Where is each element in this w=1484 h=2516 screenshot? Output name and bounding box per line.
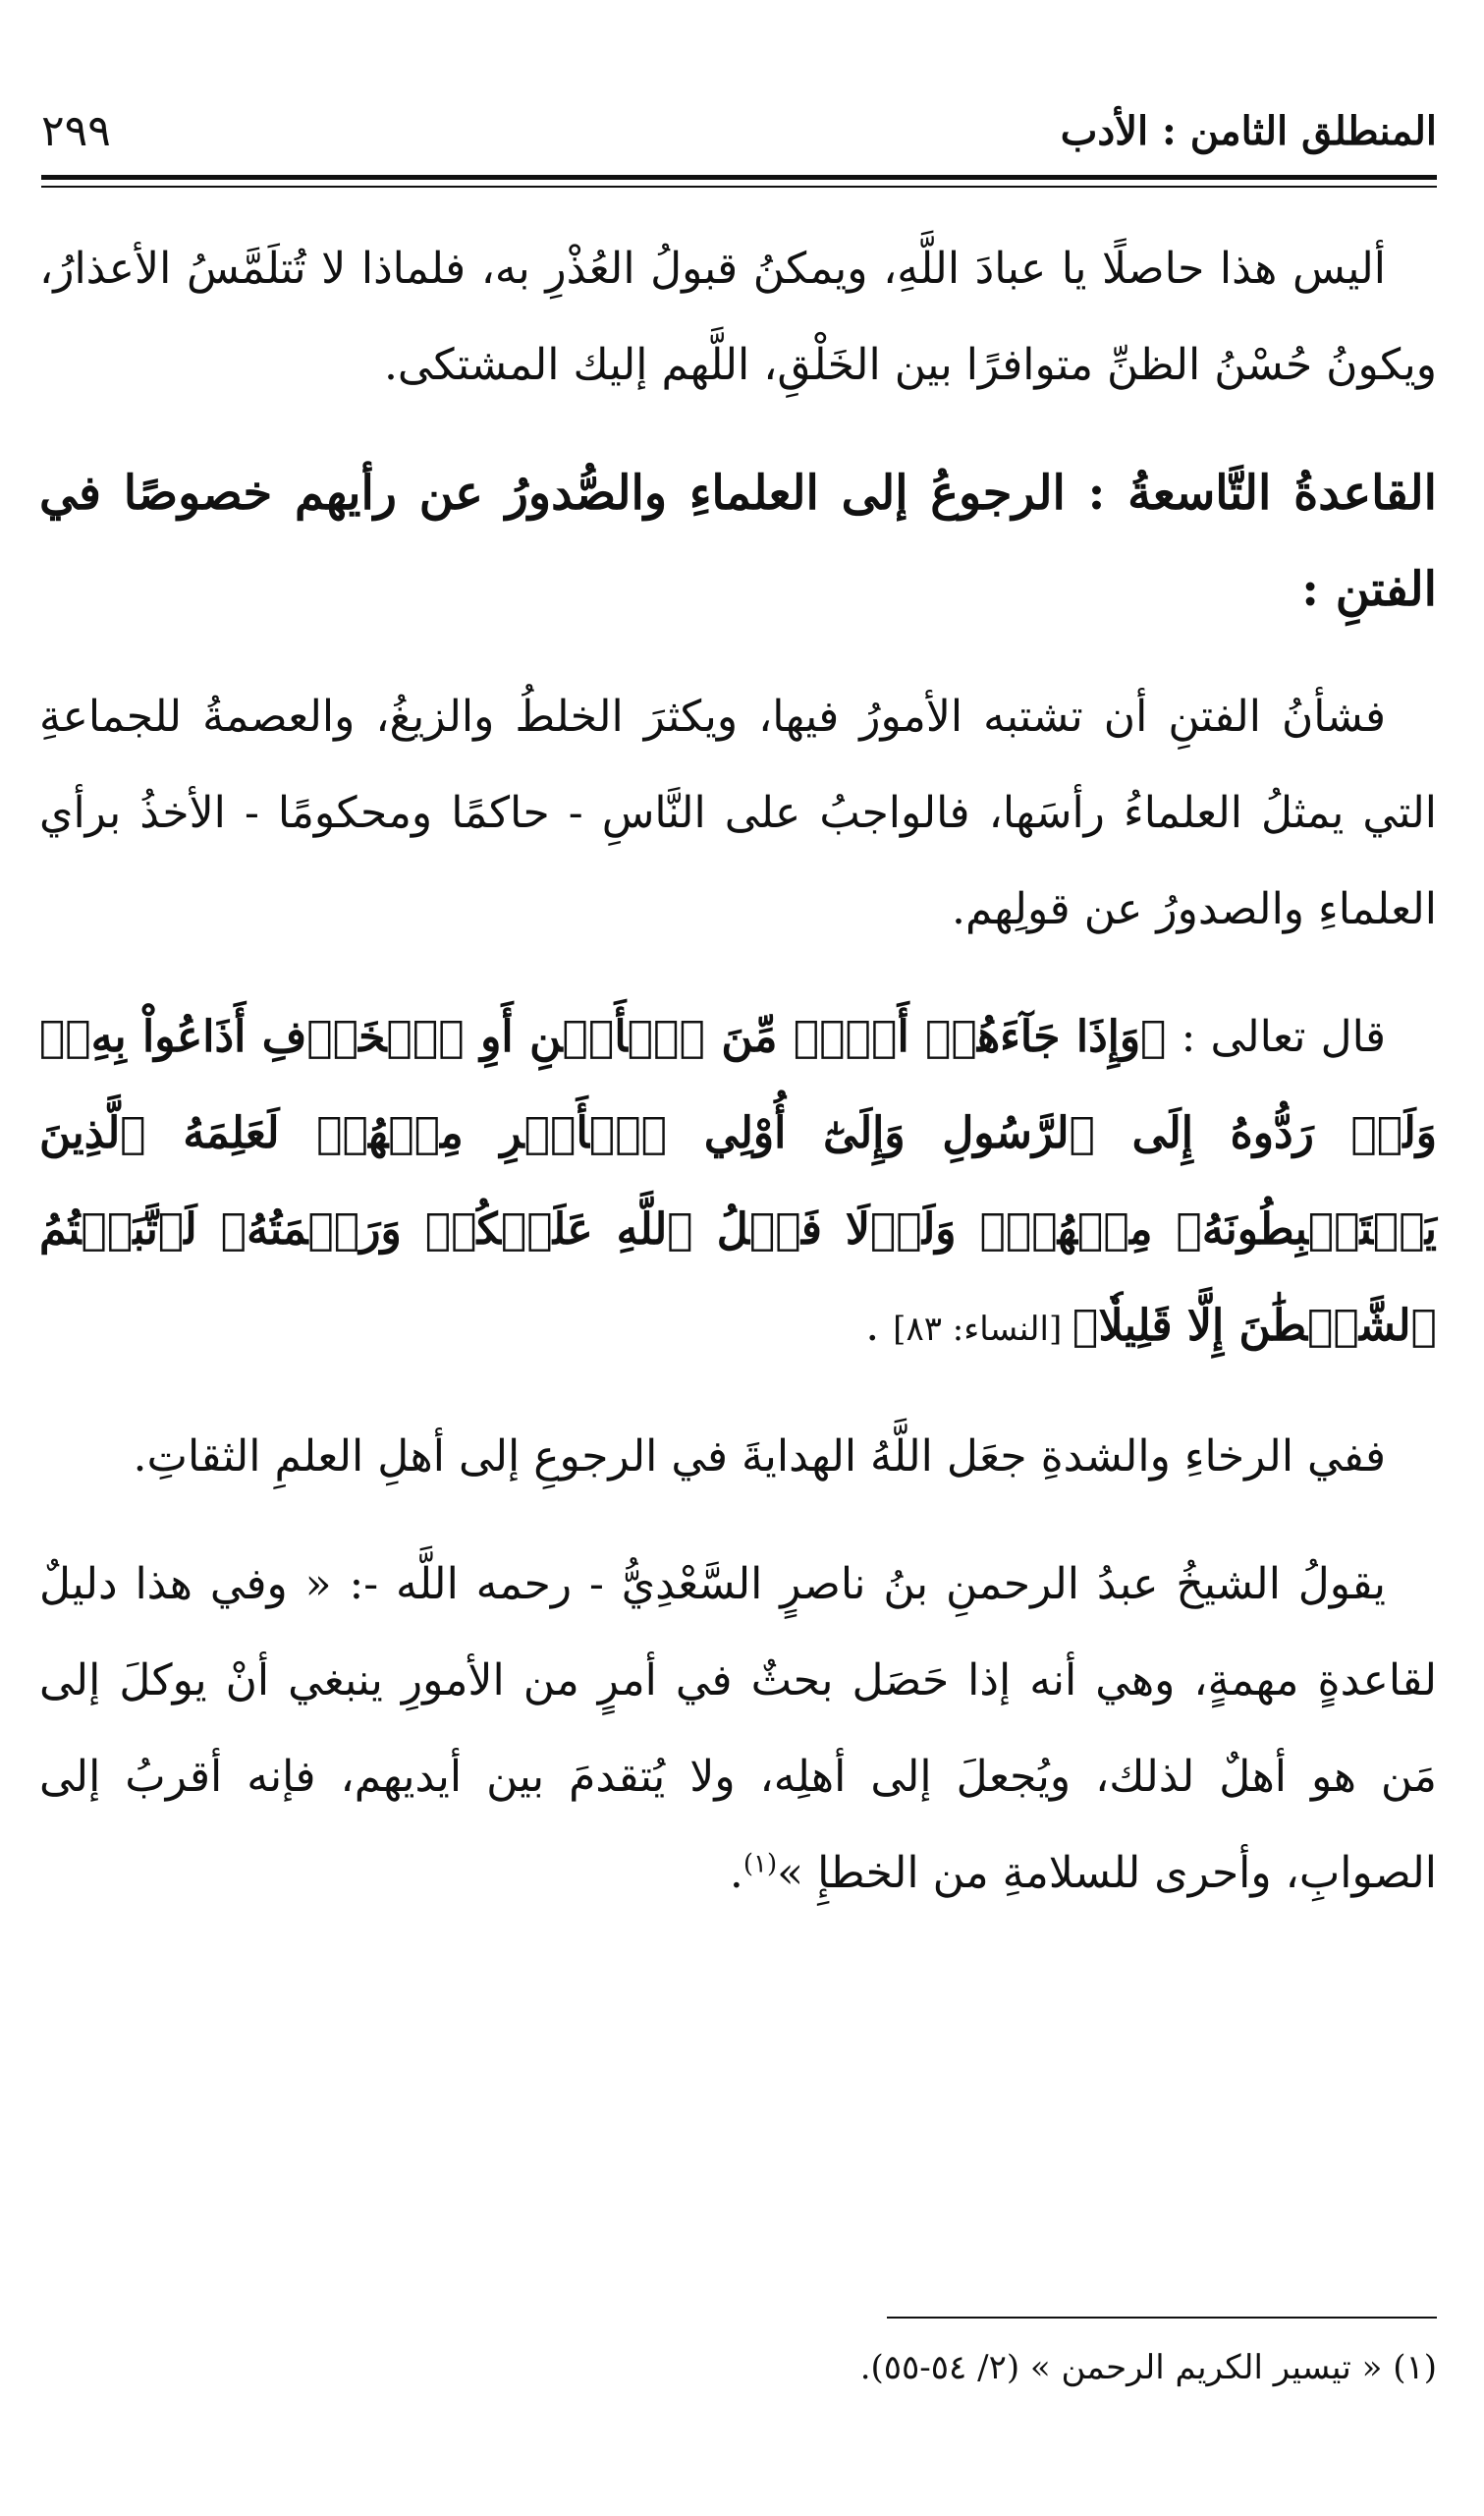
- section-heading: القاعدةُ التَّاسعةُ : الرجوعُ إلى العلماءِ والصُّدورُ عن رأيهم خصوصًا في الفتنِ :: [39, 466, 1437, 617]
- paragraph-5-text: يقولُ الشيخُ عبدُ الرحمنِ بنُ ناصرٍ السَّعْدِيُّ - رحمه اللَّه -: « وفي هذا دليلٌ لقاعدةٍ مهمةٍ، وهي أنه إذا حَصَل بحثٌ في أمرٍ من الأمورِ ينبغي أنْ يوكلَ إلى مَن هو أهلٌ لذلك، ويُجعلَ إلى أهلِه، ولا يُتقدمَ بين أيديهم، فإنه أقربُ إلى الصوابِ، وأحرى للسلامةِ من الخطإِ »: [39, 1559, 1437, 1898]
- quote-intro: قال تعالى :: [1166, 1012, 1387, 1062]
- running-header: [41, 96, 1437, 165]
- running-title: المنطلق الثامن : الأدب: [1060, 107, 1437, 154]
- paragraph-3: [39, 989, 1437, 1377]
- quran-verse: ﴿وَإِذَا جَآءَهُمۡ أَمۡرٞ مِّنَ ٱلۡأَمۡنِ أَوِ ٱلۡخَوۡفِ أَذَاعُواْ بِهِۦۖ وَلَوۡ رَدُّوهُ إِلَى ٱلرَّسُولِ وَإِلَىٰٓ أُوْلِي ٱلۡأَمۡرِ مِنۡهُمۡ لَعَلِمَهُ ٱلَّذِينَ يَسۡتَنۢبِطُونَهُۥ مِنۡهُمۡۗ وَلَوۡلَا فَضۡلُ ٱللَّهِ عَلَيۡكُمۡ وَرَحۡمَتُهُۥ لَٱتَّبَعۡتُمُ ٱلشَّيۡطَٰنَ إِلَّا قَلِيلٗا﴾: [39, 1012, 1437, 1351]
- footnote-1: (١) « تيسير الكريم الرحمن » (٢/ ٥٤-٥٥).: [859, 2348, 1437, 2387]
- verse-citation: [النساء: ٨٣]: [893, 1310, 1073, 1349]
- footnote-marker: (١): [742, 1849, 778, 1879]
- page-body: [39, 221, 1437, 1953]
- header-rule-thick: [41, 175, 1437, 180]
- paragraph-2: فشأنُ الفتنِ أن تشتبه الأمورُ فيها، ويكثرَ الخلطُ والزيغُ، والعصمةُ للجماعةِ التي يمثلُ العلماءُ رأسَها، فالواجبُ على النَّاسِ - حاكمًا ومحكومًا - الأخذُ برأي العلماءِ والصدورُ عن قولِهم.: [39, 692, 1438, 934]
- footnote-separator: [887, 2317, 1437, 2319]
- page-number: ٢٩٩: [41, 105, 111, 156]
- paragraph-4: ففي الرخاءِ والشدةِ جعَل اللَّهُ الهدايةَ في الرجوعِ إلى أهلِ العلمِ الثقاتِ.: [133, 1431, 1386, 1482]
- paragraph-5: [39, 1537, 1437, 1922]
- paragraph-3-end: .: [865, 1301, 894, 1351]
- header-rule-thin: [41, 186, 1437, 188]
- paragraph-5-end: .: [729, 1848, 743, 1898]
- paragraph-1: أليس هذا حاصلًا يا عبادَ اللَّهِ، ويمكنُ قبولُ العُذْرِ به، فلماذا لا تُتلَمَّسُ الأعذارُ، ويكونُ حُسْنُ الظنِّ متوافرًا بين الخَلْقِ، اللَّهم إليك المشتكى.: [39, 244, 1437, 390]
